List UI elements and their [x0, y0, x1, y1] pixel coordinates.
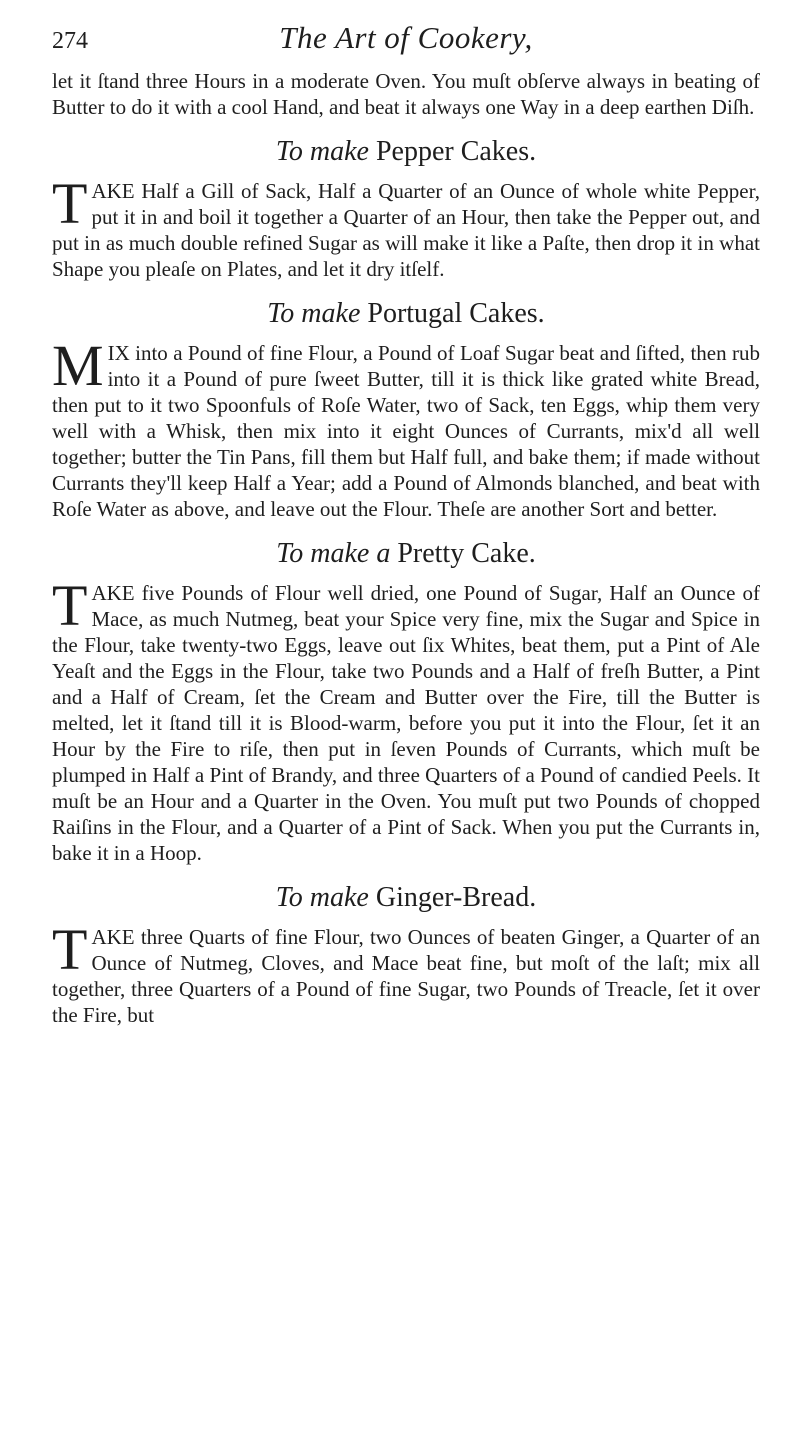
recipe-title-subject: Pepper Cakes.	[375, 136, 537, 167]
recipe-title-subject: Pretty Cake.	[397, 538, 536, 569]
recipe-portugal-cakes	[52, 296, 760, 522]
recipe-body: MIX into a Pound of fine Flour, a Pound of Loaf Sugar beat and ſifted, then rub into it a Pound of pure ſweet Butter, till it is thick like grated white Bread, then put to it two Spoonfuls of Roſe Water, two of Sack, ten Eggs, whip them very well with a Whisk, then mix into it eight Ounces of Currants, mix'd all well together; butter the Tin Pans, fill them but Half full, and bake them; if made without Currants they'll keep Half a Year; add a Pound of Almonds blanched, and beat with Roſe Water as above, and leave out the Flour. Theſe are another Sort and better.	[52, 333, 760, 521]
recipe-title	[52, 880, 760, 916]
recipe-title-prefix: To make	[267, 298, 361, 329]
recipe-pepper-cakes	[52, 134, 760, 282]
recipe-title-subject: Portugal Cakes.	[367, 298, 545, 329]
recipe-title-prefix: To make	[275, 136, 369, 167]
recipe-title-prefix: To make a	[276, 538, 391, 569]
recipe-title	[52, 536, 760, 572]
recipe-body: TAKE five Pounds of Flour well dried, one Pound of Sugar, Half an Ounce of Mace, as much Nutmeg, beat your Spice very fine, mix the Sugar and Spice in the Flour, take twenty-two Eggs, leave out ſix Whites, beat them, put a Pint of Ale Yeaſt and the Eggs in the Flour, take two Pounds and a Half of freſh Butter, a Pint and a Half of Cream, ſet the Cream and Butter over the Fire, till the Butter is melted, let it ſtand till it is Blood-warm, before you put it into the Flour, ſet it an Hour by the Fire to riſe, then put in ſeven Pounds of Currants, which muſt be plumped in Half a Pint of Brandy, and three Quarters of a Pound of candied Peels. It muſt be an Hour and a Quarter in the Oven. You muſt put two Pounds of chopped Raiſins in the Flour, and a Quarter of a Pint of Sack. When you put the Currants in, bake it in a Hoop.	[52, 573, 760, 865]
recipe-title	[52, 134, 760, 170]
opening-paragraph: let it ſtand three Hours in a moderate Oven. You muſt obſerve always in beating of Butter to do it with a cool Hand, and beat it always one Way in a deep earthen Diſh.	[52, 69, 760, 119]
recipe-body: TAKE Half a Gill of Sack, Half a Quarter of an Ounce of whole white Pepper, put it in and boil it together a Quarter of an Hour, then take the Pepper out, and put in as much double refined Sugar as will make it like a Paſte, then drop it in what Shape you pleaſe on Plates, and let it dry itſelf.	[52, 171, 760, 281]
recipe-title	[52, 296, 760, 332]
recipe-title-prefix: To make	[275, 882, 369, 913]
recipe-body: TAKE three Quarts of fine Flour, two Ounces of beaten Ginger, a Quarter of an Ounce of Nutmeg, Cloves, and Mace beat fine, but moſt of the laſt; mix all together, three Quarters of a Pound of fine Sugar, two Pounds of Treacle, ſet it over the Fire, but	[52, 917, 760, 1027]
running-head	[52, 20, 760, 56]
book-title: The Art of Cookery,	[279, 20, 533, 55]
recipe-ginger-bread	[52, 880, 760, 1028]
page-number: 274	[52, 28, 88, 54]
recipe-title-subject: Ginger-Bread.	[375, 882, 537, 913]
recipe-pretty-cake	[52, 536, 760, 866]
